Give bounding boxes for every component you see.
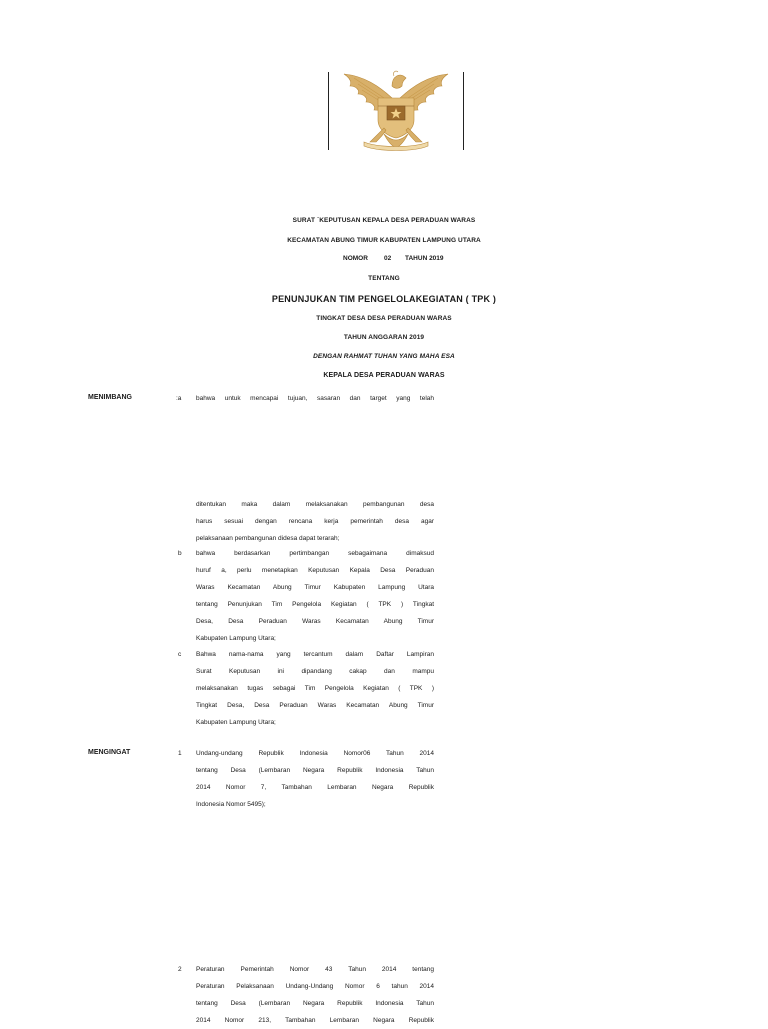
paragraph-line: harus sesuai dengan rencana kerja pemerintah desa agar bbox=[196, 518, 434, 525]
paragraph-line: pelaksanaan pembangunan didesa dapat terarah; bbox=[196, 535, 340, 542]
mengingat-item-2 bbox=[196, 961, 434, 1029]
anggaran-line: TAHUN ANGGARAN 2019 bbox=[343, 334, 425, 341]
paragraph-line: tentang Desa (Lembaran Negara Republik Indonesia Tahun bbox=[196, 1000, 434, 1007]
garuda-emblem-icon bbox=[334, 68, 458, 152]
emblem-area bbox=[328, 68, 464, 152]
tahun-label: TAHUN 2019 bbox=[405, 255, 444, 262]
paragraph-line: ditentukan maka dalam melaksanakan pembangunan desa bbox=[196, 501, 434, 508]
paragraph-line: Peraturan Pemerintah Nomor 43 Tahun 2014 tentang bbox=[196, 966, 434, 973]
paragraph-line: tentang Penunjukan Tim Pengelola Kegiatan ( TPK ) Tingkat bbox=[196, 601, 434, 608]
tingkat-line: TINGKAT DESA DESA PERADUAN WARAS bbox=[316, 315, 452, 322]
paragraph-line: Kabupaten Lampung Utara; bbox=[196, 719, 276, 726]
paragraph-line: melaksanakan tugas sebagai Tim Pengelola Kegiatan ( TPK ) bbox=[196, 685, 434, 692]
paragraph-line: tentang Desa (Lembaran Negara Republik Indonesia Tahun bbox=[196, 767, 434, 774]
mengingat-label: MENGINGAT bbox=[88, 749, 131, 756]
mengingat-item-1 bbox=[196, 745, 434, 813]
menimbang-b bbox=[196, 545, 434, 647]
menimbang-c bbox=[196, 646, 434, 731]
menimbang-a-rest bbox=[196, 496, 434, 547]
paragraph-line: Desa, Desa Peraduan Waras Kecamatan Abung Timur bbox=[196, 618, 434, 625]
rahmat-line: DENGAN RAHMAT TUHAN YANG MAHA ESA bbox=[313, 353, 455, 360]
paragraph-line: Tingkat Desa, Desa Peraduan Waras Kecamatan Abung Timur bbox=[196, 702, 434, 709]
nomor-value: 02 bbox=[384, 255, 392, 262]
paragraph-line: Kabupaten Lampung Utara; bbox=[196, 635, 276, 642]
tentang-label: TENTANG bbox=[368, 275, 400, 282]
paragraph-line: bahwa berdasarkan pertimbangan sebagaimana dimaksud bbox=[196, 550, 434, 557]
emblem-left-rule bbox=[328, 72, 329, 150]
paragraph-line: Peraturan Pelaksanaan Undang-Undang Nomor 6 tahun 2014 bbox=[196, 983, 434, 990]
nomor-label: NOMOR bbox=[343, 255, 368, 262]
mengingat-marker-2: 2 bbox=[178, 966, 182, 973]
menimbang-marker-a: :a bbox=[176, 395, 182, 402]
emblem-right-rule bbox=[463, 72, 464, 150]
paragraph-line: 2014 Nomor 7, Tambahan Lembaran Negara Republik bbox=[196, 784, 434, 791]
document-title: PENUNJUKAN TIM PENGELOLAKEGIATAN ( TPK ) bbox=[271, 294, 497, 304]
paragraph-line: Waras Kecamatan Abung Timur Kabupaten Lampung Utara bbox=[196, 584, 434, 591]
paragraph-line: huruf a, perlu menetapkan Keputusan Kepala Desa Peraduan bbox=[196, 567, 434, 574]
paragraph-line: 2014 Nomor 213, Tambahan Lembaran Negara Republik bbox=[196, 1017, 434, 1024]
paragraph-line: Undang-undang Republik Indonesia Nomor06 Tahun 2014 bbox=[196, 750, 434, 757]
paragraph-line: bahwa untuk mencapai tujuan, sasaran dan target yang telah bbox=[196, 395, 434, 402]
menimbang-a-first bbox=[196, 390, 434, 407]
header-line-1: SURAT `KEPUTUSAN KEPALA DESA PERADUAN WARAS bbox=[292, 217, 476, 224]
menimbang-label: MENIMBANG bbox=[88, 394, 132, 401]
kepala-line: KEPALA DESA PERADUAN WARAS bbox=[323, 372, 445, 379]
menimbang-marker-b: b bbox=[178, 550, 182, 557]
mengingat-marker-1: 1 bbox=[178, 750, 182, 757]
menimbang-marker-c: c bbox=[178, 651, 182, 658]
paragraph-line: Surat Keputusan ini dipandang cakap dan mampu bbox=[196, 668, 434, 675]
paragraph-line: Indonesia Nomor 5495); bbox=[196, 801, 266, 808]
header-line-2: KECAMATAN ABUNG TIMUR KABUPATEN LAMPUNG UTARA bbox=[287, 237, 481, 244]
paragraph-line: Bahwa nama-nama yang tercantum dalam Daftar Lampiran bbox=[196, 651, 434, 658]
